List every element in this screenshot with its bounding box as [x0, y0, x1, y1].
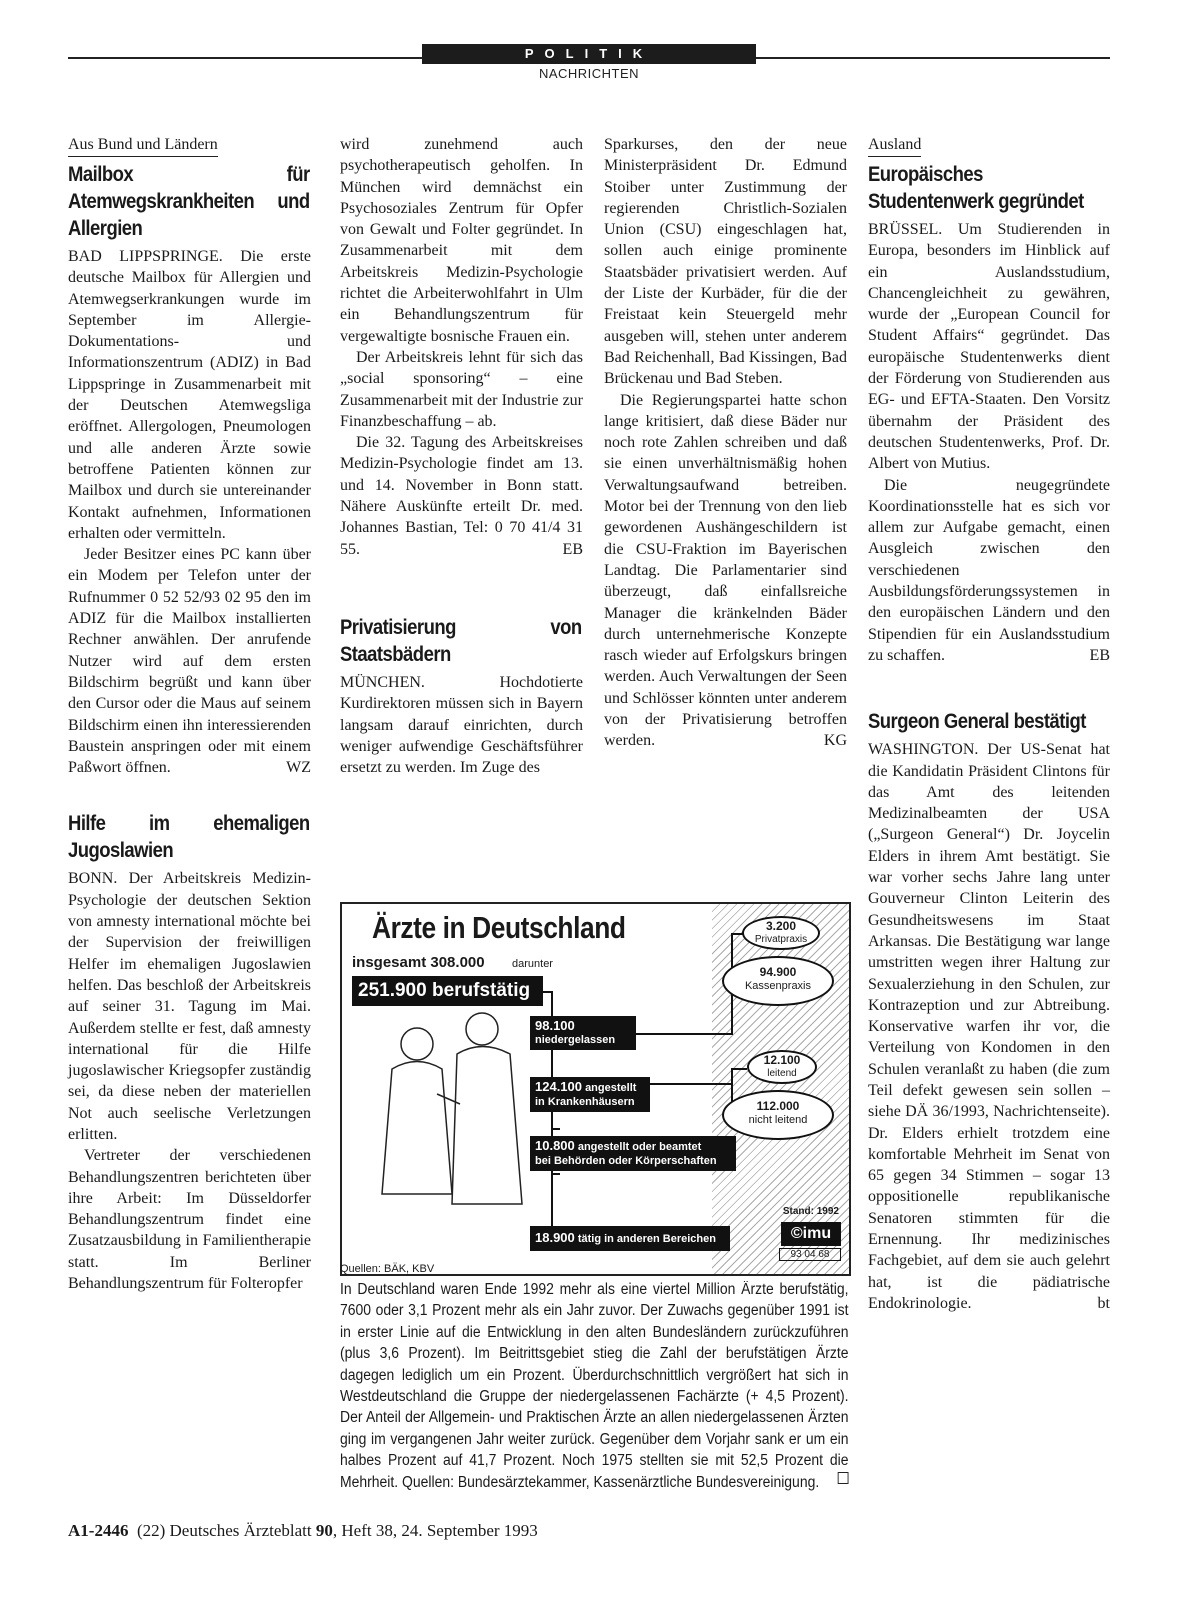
leitend-ellipse: 12.100 leitend	[747, 1050, 817, 1084]
section-label: POLITIK	[422, 44, 756, 64]
headline-surgeon-general: Surgeon General bestätigt	[868, 710, 1086, 734]
author-signature: bt	[1097, 1294, 1110, 1312]
infographic	[340, 902, 851, 1276]
graphic-title: Ärzte in Deutschland	[372, 910, 626, 945]
behoerden-box: 10.800 angestellt oder beamtet bei Behörden oder Körperschaften	[530, 1136, 736, 1171]
end-mark-icon	[838, 1472, 849, 1484]
author-signature: KG	[823, 732, 847, 750]
paragraph: Die neugegründete Koordinationsstelle hat es sich vor allem zur Aufgabe gemacht, einen Ausgleich zwischen den verschiedenen Ausbildungsförderungssystemen in den europäischen Ländern und den Stipendien für ein Auslandsstudium zu schaffen. EB	[868, 475, 1110, 667]
headline-studentenwerk: Europäisches Studentenwerk gegründet	[868, 163, 1084, 213]
berufstaetig-box: 251.900 berufstätig	[352, 976, 543, 1006]
paragraph: Die 32. Tagung des Arbeitskreises Medizin-Psychologie findet am 13. und 14. November in Bonn statt. Nähere Auskünfte erteilt Dr. med. Johannes Bastian, Tel: 0 70 41/4 31 55. EB	[340, 432, 583, 560]
paragraph: WASHINGTON. Der US-Senat hat die Kandidatin Präsident Clintons für das Amt des leitenden Medizinalbeamten der USA („Surgeon General“) Dr. Joycelin Elders in ihrem Amt bestätigt. Sie war vorher sechs Jahre lang unter Gouverneur Clinton Leiterin des Gesundheitswesens im Staat Arkansas. Die Bestätigung war lange umstritten wegen ihrer Haltung zur Sexualerziehung in den Schulen, zur Kontrazeption und zur Abtreibung. Konservative warfen ihr vor, die Verteilung von Kondomen in den Schulen veranlaßt zu haben (die zum Teil defekt gewesen sein sollen – siehe DÄ 36/1993, Nachrichtenseite). Dr. Elders erhielt trotzdem eine komfortable Mehrheit im Senat von 65 gegen 34 Stimmen – sogar 13 oppositionelle republikanische Senatoren stimmten für die Ernennung. Ihr medizinisches Fachgebiet, auf dem sie auch gelehrt hat, ist die pädiatrische Endokrinologie. bt	[868, 739, 1110, 1314]
author-signature: WZ	[286, 759, 311, 777]
column-4	[868, 134, 1110, 1314]
paragraph: MÜNCHEN. Hochdotierte Kurdirektoren müssen sich in Bayern langsam darauf einrichten, durch weniger aufwendige Geschäftsführer ersetzt zu werden. Im Zuge des	[340, 673, 583, 777]
headline-privatisierung: Privatisierung von Staatsbädern	[340, 615, 582, 666]
paragraph: wird zunehmend auch psychotherapeutisch geholfen. In München wird demnächst ein Psychosoziales Zentrum für Opfer von Gewalt und Folter gegründet. In Zusammenarbeit mit dem Arbeitskreis Medizin-Psychologie richtet die Arbeiterwohlfahrt in Ulm ein Behandlungszentrum für vergewaltigte bosnische Frauen ein.	[340, 136, 583, 345]
paragraph: Sparkurses, den der neue Ministerpräsident Dr. Edmund Stoiber unter Zustimmung der regierenden Christlich-Sozialen Union (CSU) eingeschlagen hat, sollen auch einige prominente Staatsbäder privatisiert werden. Auf der Liste der Kurbäder, für die der Freistaat kein Steuergeld mehr ausgeben will, stehen unter anderem Bad Reichenhall, Bad Kissingen, Bad Brückenau und Bad Steben.	[604, 136, 847, 388]
paragraph: BAD LIPPSPRINGE. Die erste deutsche Mailbox für Allergien und Atemwegserkrankungen wurde im September im Allergie-Dokumentations- und Informationszentrum (ADIZ) in Bad Lippspringe in Zusammenarbeit mit der Deutschen Atemwegsliga eröffnet. Allergologen, Pneumologen und alle anderen Ärzte sowie betroffene Patienten können zur Mailbox und durch sie untereinander Kontakt aufnehmen, Informationen erhalten oder vermitteln.	[68, 248, 311, 542]
doctors-illustration	[382, 1013, 522, 1204]
kicker-domestic: Aus Bund und Ländern	[68, 135, 218, 157]
paragraph: BRÜSSEL. Um Studierenden in Europa, besonders im Hinblick auf ein Auslandsstudium, Chancengleichheit zu gewähren, wurde der „European Council for Student Affairs“ gegründet. Das europäische Studentenwerks dient der Förderung von Studierenden aus EG- und EFTA-Staaten. Den Vorsitz übernahm der Präsident des deutschen Studentenwerks, Prof. Dr. Albert von Mutius.	[868, 221, 1110, 473]
krankenhaus-box: 124.100 angestellt in Krankenhäusern	[530, 1077, 650, 1112]
column-1	[68, 134, 311, 1294]
page-number: A1-2446	[68, 1521, 129, 1540]
total-label: insgesamt 308.000	[352, 954, 485, 971]
paragraph: Der Arbeitskreis lehnt für sich das „social sponsoring“ – eine Zusammenarbeit mit der Industrie zur Finanzbeschaffung – ab.	[340, 348, 583, 430]
column-3	[604, 134, 847, 752]
subsection-label: NACHRICHTEN	[538, 66, 640, 81]
volume-number: 90	[315, 1521, 333, 1540]
kassenpraxis-ellipse: 94.900 Kassenpraxis	[722, 956, 834, 1006]
author-signature: EB	[562, 540, 583, 558]
graphic-source: Quellen: BÄK, KBV	[340, 1263, 435, 1275]
kicker-foreign: Ausland	[868, 135, 921, 157]
issue-date: , Heft 38, 24. September 1993	[332, 1521, 538, 1540]
darunter-label: darunter	[512, 958, 553, 970]
nicht-leitend-ellipse: 112.000 nicht leitend	[722, 1090, 834, 1140]
journal-name: (22) Deutsches Ärzteblatt	[136, 1521, 312, 1540]
imu-code: 93 04 68	[779, 1248, 841, 1261]
paragraph: Die Regierungspartei hatte schon lange kritisiert, daß diese Bäder nur noch rote Zahlen schreiben und daß sie einen unverhältnismäßig hohen Verwaltungsaufwand betreiben. Motor bei der Trennung von den lieb gewordenen Aushängeschildern ist die CSU-Fraktion im Bayerischen Landtag. Die Parlamentarier sind überzeugt, daß einfallsreiche Manager die kränkelnden Bäder durch unternehmerische Konzepte rasch wieder auf Erfolgskurs bringen werden. Auch Verwaltungen der Seen und Schlösser könnten unter anderem von der Privatisierung betroffen werden. KG	[604, 390, 847, 752]
imu-logo: ©imu	[781, 1222, 841, 1246]
page-footer	[68, 1521, 538, 1541]
headline-yugoslavia: Hilfe im ehemaligen Jugoslawien	[68, 812, 310, 863]
column-2	[340, 134, 583, 778]
stand-label: Stand: 1992	[782, 1206, 839, 1217]
andere-box: 18.900 tätig in anderen Bereichen	[530, 1226, 730, 1251]
paragraph: Vertreter der verschiedenen Behandlungszentren berichteten über ihre Arbeit: Im Düsseldorfer Behandlungszentrum findet eine Zusatzausbildung in Familientherapie statt. Im Berliner Behandlungszentrum für Folteropfer	[68, 1147, 311, 1293]
privatpraxis-ellipse: 3.200 Privatpraxis	[742, 916, 820, 950]
niedergelassen-box: 98.100 niedergelassen	[530, 1016, 636, 1050]
paragraph: Jeder Besitzer eines PC kann über ein Modem per Telefon unter der Rufnummer 0 52 52/93 02 95 den im ADIZ für die Mailbox installierten Rechner anwählen. Der anrufende Nutzer wird auf dem ersten Bildschirm begrüßt und kann über den Cursor oder die Maus auf seinem Bildschirm einen ihn interessierenden Baustein anspringen oder mit einem Paßwort öffnen. WZ	[68, 544, 311, 778]
author-signature: EB	[1089, 646, 1110, 664]
graphic-caption: In Deutschland waren Ende 1992 mehr als eine viertel Million Ärzte berufstätig, 7600 oder 3,1 Prozent mehr als ein Jahr zuvor. Der Zuwachs gegenüber 1991 ist in erster Linie auf die Entwicklung in den alten Bundesländern zurückzuführen (plus 3,6 Prozent). Im Beitrittsgebiet stieg die Zahl der berufstätigen Ärzte dagegen lediglich um ein Prozent. Überdurchschnittlich vergrößert hat sich in Westdeutschland die Gruppe der niedergelassenen Fachärzte (+ 4,5 Prozent). Der Anteil der Allgemein- und Praktischen Ärzte an allen niedergelassenen Ärzten ging im vergangenen Jahr weiter zurück. Gegenüber dem Vorjahr sank er um ein halbes Prozent auf 41,7 Prozent. Noch 1975 stellten sie mit 52,5 Prozent die Mehrheit. Quellen: Bundesärztekammer, Kassenärztliche Bundesvereinigung.	[340, 1281, 849, 1491]
headline-mailbox: Mailbox für Atemwegskrankheiten und Allergien	[68, 163, 310, 240]
paragraph: BONN. Der Arbeitskreis Medizin-Psychologie der deutschen Sektion von amnesty international möchte bei der Supervision der freiwilligen Helfer im ehemaligen Jugoslawien helfen. Das beschloß der Arbeitskreis auf seiner 31. Tagung im Mai. Außerdem stellte er fest, daß amnesty international für die Hilfe jugoslawischer Kriegsopfer zuständig sei, da diese neben der materiellen Not auch seelische Verletzungen erlitten.	[68, 870, 311, 1143]
